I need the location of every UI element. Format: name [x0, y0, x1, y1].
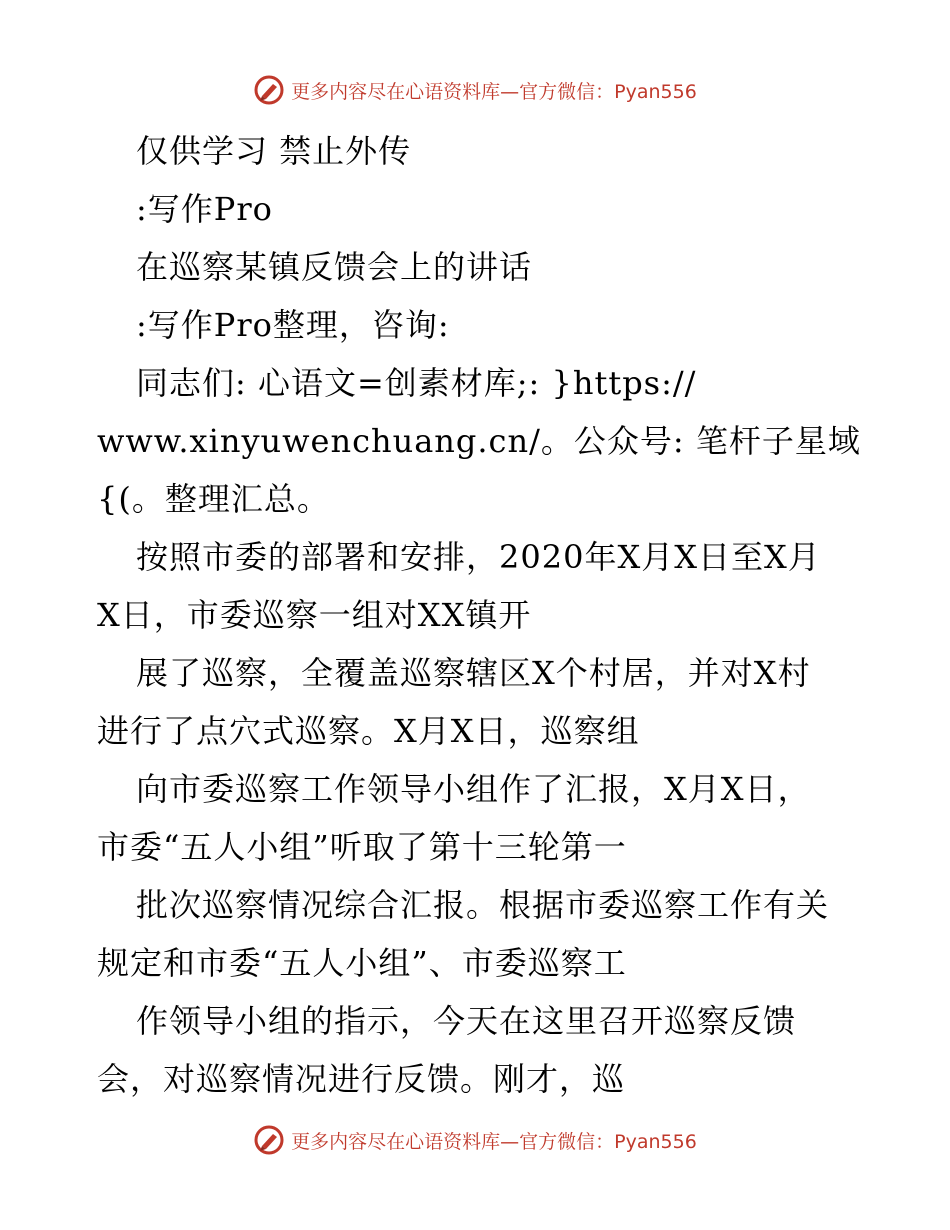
header-banner-text: 更多内容尽在心语资料库—官方微信：Pyan556 [291, 80, 697, 103]
doc-line-url: www.xinyuwenchuang.cn/。公众号: 笔杆子星域 [97, 422, 861, 460]
doc-paragraph-line: 会，对巡察情况进行反馈。刚才，巡 [97, 1060, 626, 1098]
header-banner [0, 70, 950, 110]
doc-paragraph-line: 展了巡察，全覆盖巡察辖区X个村居，并对X村 [136, 654, 811, 692]
doc-title: 在巡察某镇反馈会上的讲话 [136, 248, 533, 286]
document-body [97, 122, 861, 1108]
doc-paragraph-line: 向市委巡察工作领导小组作了汇报，X月X日， [136, 770, 811, 808]
doc-paragraph-line: 批次巡察情况综合汇报。根据市委巡察工作有关 [136, 886, 830, 924]
pen-logo-icon [253, 74, 285, 106]
doc-line-source: :写作Pro [136, 190, 273, 228]
doc-paragraph-line: 市委“五人小组”听取了第十三轮第一 [97, 828, 627, 866]
doc-line-compiler: :写作Pro整理，咨询: [136, 306, 450, 344]
doc-paragraph-line: X日，市委巡察一组对XX镇开 [97, 596, 532, 634]
doc-paragraph-line: 按照市委的部署和安排，2020年X月X日至X月 [136, 538, 821, 576]
doc-line-summary: {(。整理汇总。 [97, 480, 330, 518]
doc-paragraph-line: 规定和市委“五人小组”、市委巡察工 [97, 944, 627, 982]
doc-paragraph-line: 作领导小组的指示，今天在这里召开巡察反馈 [136, 1002, 797, 1040]
doc-line-disclaimer: 仅供学习 禁止外传 [136, 132, 412, 170]
doc-line-greeting: 同志们: 心语文=创素材库;: }https:// [136, 364, 697, 402]
footer-banner-text: 更多内容尽在心语资料库—官方微信：Pyan556 [291, 1130, 697, 1153]
pen-logo-icon [253, 1124, 285, 1156]
doc-paragraph-line: 进行了点穴式巡察。X月X日，巡察组 [97, 712, 640, 750]
footer-banner [0, 1120, 950, 1160]
